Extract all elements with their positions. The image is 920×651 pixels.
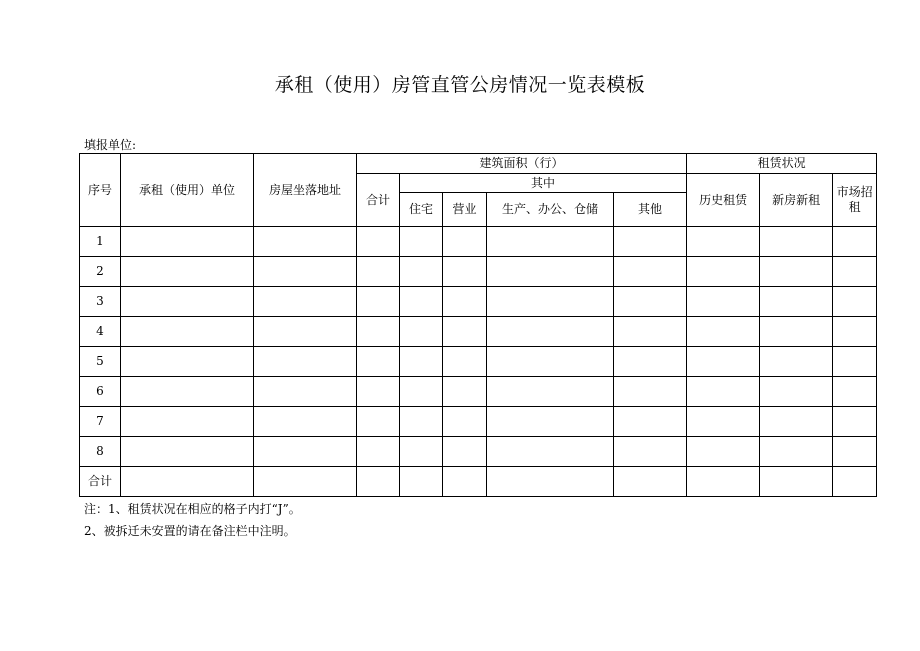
- row-seq: 1: [80, 227, 121, 257]
- cell-residential[interactable]: [400, 317, 443, 347]
- cell-historical[interactable]: [687, 437, 760, 467]
- cell-historical[interactable]: [687, 227, 760, 257]
- cell-address[interactable]: [254, 377, 357, 407]
- cell-address[interactable]: [254, 437, 357, 467]
- cell-other[interactable]: [614, 467, 687, 497]
- row-seq: 8: [80, 437, 121, 467]
- cell-address[interactable]: [254, 287, 357, 317]
- cell-residential[interactable]: [400, 227, 443, 257]
- cell-total[interactable]: [357, 407, 400, 437]
- cell-market[interactable]: [833, 227, 877, 257]
- cell-business[interactable]: [443, 347, 487, 377]
- row-seq: 3: [80, 287, 121, 317]
- cell-total[interactable]: [357, 287, 400, 317]
- row-seq: 5: [80, 347, 121, 377]
- cell-address[interactable]: [254, 257, 357, 287]
- cell-production[interactable]: [487, 437, 614, 467]
- cell-new-house[interactable]: [760, 377, 833, 407]
- cell-new-house[interactable]: [760, 437, 833, 467]
- table-row: [80, 257, 877, 287]
- cell-market[interactable]: [833, 437, 877, 467]
- cell-market[interactable]: [833, 377, 877, 407]
- header-residential: 住宅: [400, 193, 443, 227]
- page-title: 承租（使用）房管直管公房情况一览表模板: [274, 74, 646, 96]
- cell-market[interactable]: [833, 317, 877, 347]
- cell-new-house[interactable]: [760, 317, 833, 347]
- header-total: 合计: [357, 174, 400, 227]
- cell-new-house[interactable]: [760, 347, 833, 377]
- cell-production[interactable]: [487, 467, 614, 497]
- cell-residential[interactable]: [400, 407, 443, 437]
- header-market: 市场招租: [833, 174, 877, 227]
- cell-other[interactable]: [614, 407, 687, 437]
- header-business: 营业: [443, 193, 487, 227]
- table-row: [80, 347, 877, 377]
- cell-residential[interactable]: [400, 347, 443, 377]
- cell-production[interactable]: [487, 377, 614, 407]
- cell-other[interactable]: [614, 347, 687, 377]
- cell-total[interactable]: [357, 467, 400, 497]
- fill-unit-label: 填报单位:: [84, 138, 137, 152]
- cell-other[interactable]: [614, 317, 687, 347]
- cell-residential[interactable]: [400, 287, 443, 317]
- cell-residential[interactable]: [400, 467, 443, 497]
- cell-market[interactable]: [833, 257, 877, 287]
- row-seq: 7: [80, 407, 121, 437]
- housing-table: [79, 153, 877, 497]
- cell-new-house[interactable]: [760, 257, 833, 287]
- row-seq: 合计: [80, 467, 121, 497]
- cell-unit[interactable]: [121, 407, 254, 437]
- row-seq: 4: [80, 317, 121, 347]
- cell-business[interactable]: [443, 407, 487, 437]
- note-1: 注：1、租赁状况在相应的格子内打“J”。: [84, 502, 301, 516]
- cell-market[interactable]: [833, 347, 877, 377]
- cell-address[interactable]: [254, 347, 357, 377]
- cell-business[interactable]: [443, 287, 487, 317]
- cell-historical[interactable]: [687, 257, 760, 287]
- cell-production[interactable]: [487, 317, 614, 347]
- cell-unit[interactable]: [121, 377, 254, 407]
- header-other: 其他: [614, 193, 687, 227]
- table-row: [80, 227, 877, 257]
- cell-production[interactable]: [487, 407, 614, 437]
- cell-unit[interactable]: [121, 437, 254, 467]
- table-row: [80, 437, 877, 467]
- header-seq: 序号: [80, 154, 121, 227]
- cell-address[interactable]: [254, 467, 357, 497]
- cell-unit[interactable]: [121, 317, 254, 347]
- cell-residential[interactable]: [400, 377, 443, 407]
- cell-total[interactable]: [357, 437, 400, 467]
- cell-historical[interactable]: [687, 407, 760, 437]
- cell-historical[interactable]: [687, 467, 760, 497]
- notes: [84, 498, 301, 542]
- cell-other[interactable]: [614, 257, 687, 287]
- cell-business[interactable]: [443, 467, 487, 497]
- cell-other[interactable]: [614, 287, 687, 317]
- table-total-row: [80, 467, 877, 497]
- row-seq: 2: [80, 257, 121, 287]
- cell-production[interactable]: [487, 347, 614, 377]
- header-address: 房屋坐落地址: [254, 154, 357, 227]
- cell-address[interactable]: [254, 227, 357, 257]
- cell-historical[interactable]: [687, 377, 760, 407]
- cell-new-house[interactable]: [760, 227, 833, 257]
- table-row: [80, 317, 877, 347]
- cell-address[interactable]: [254, 317, 357, 347]
- cell-residential[interactable]: [400, 257, 443, 287]
- cell-market[interactable]: [833, 407, 877, 437]
- cell-other[interactable]: [614, 227, 687, 257]
- cell-business[interactable]: [443, 227, 487, 257]
- header-rent-group: 租赁状况: [687, 154, 877, 174]
- cell-historical[interactable]: [687, 287, 760, 317]
- cell-historical[interactable]: [687, 317, 760, 347]
- cell-unit[interactable]: [121, 347, 254, 377]
- cell-business[interactable]: [443, 437, 487, 467]
- note-2: 2、被拆迁未安置的请在备注栏中注明。: [84, 524, 296, 538]
- cell-production[interactable]: [487, 287, 614, 317]
- table-row: [80, 377, 877, 407]
- cell-new-house[interactable]: [760, 407, 833, 437]
- cell-unit[interactable]: [121, 257, 254, 287]
- table-row: [80, 287, 877, 317]
- header-historical: 历史租赁: [687, 174, 760, 227]
- header-among: 其中: [400, 174, 687, 193]
- cell-business[interactable]: [443, 257, 487, 287]
- cell-market[interactable]: [833, 467, 877, 497]
- cell-unit[interactable]: [121, 227, 254, 257]
- cell-unit[interactable]: [121, 467, 254, 497]
- cell-total[interactable]: [357, 347, 400, 377]
- table-row: [80, 407, 877, 437]
- cell-production[interactable]: [487, 227, 614, 257]
- cell-new-house[interactable]: [760, 467, 833, 497]
- cell-other[interactable]: [614, 437, 687, 467]
- header-area-group: 建筑面积（行）: [357, 154, 687, 174]
- cell-total[interactable]: [357, 227, 400, 257]
- cell-other[interactable]: [614, 377, 687, 407]
- cell-address[interactable]: [254, 407, 357, 437]
- header-production: 生产、办公、仓储: [487, 193, 614, 227]
- cell-business[interactable]: [443, 377, 487, 407]
- cell-unit[interactable]: [121, 287, 254, 317]
- cell-new-house[interactable]: [760, 287, 833, 317]
- row-seq: 6: [80, 377, 121, 407]
- cell-market[interactable]: [833, 287, 877, 317]
- cell-total[interactable]: [357, 317, 400, 347]
- cell-production[interactable]: [487, 257, 614, 287]
- cell-residential[interactable]: [400, 437, 443, 467]
- cell-business[interactable]: [443, 317, 487, 347]
- cell-historical[interactable]: [687, 347, 760, 377]
- header-unit: 承租（使用）单位: [121, 154, 254, 227]
- cell-total[interactable]: [357, 377, 400, 407]
- header-new-house: 新房新租: [760, 174, 833, 227]
- cell-total[interactable]: [357, 257, 400, 287]
- table-body: [80, 154, 877, 497]
